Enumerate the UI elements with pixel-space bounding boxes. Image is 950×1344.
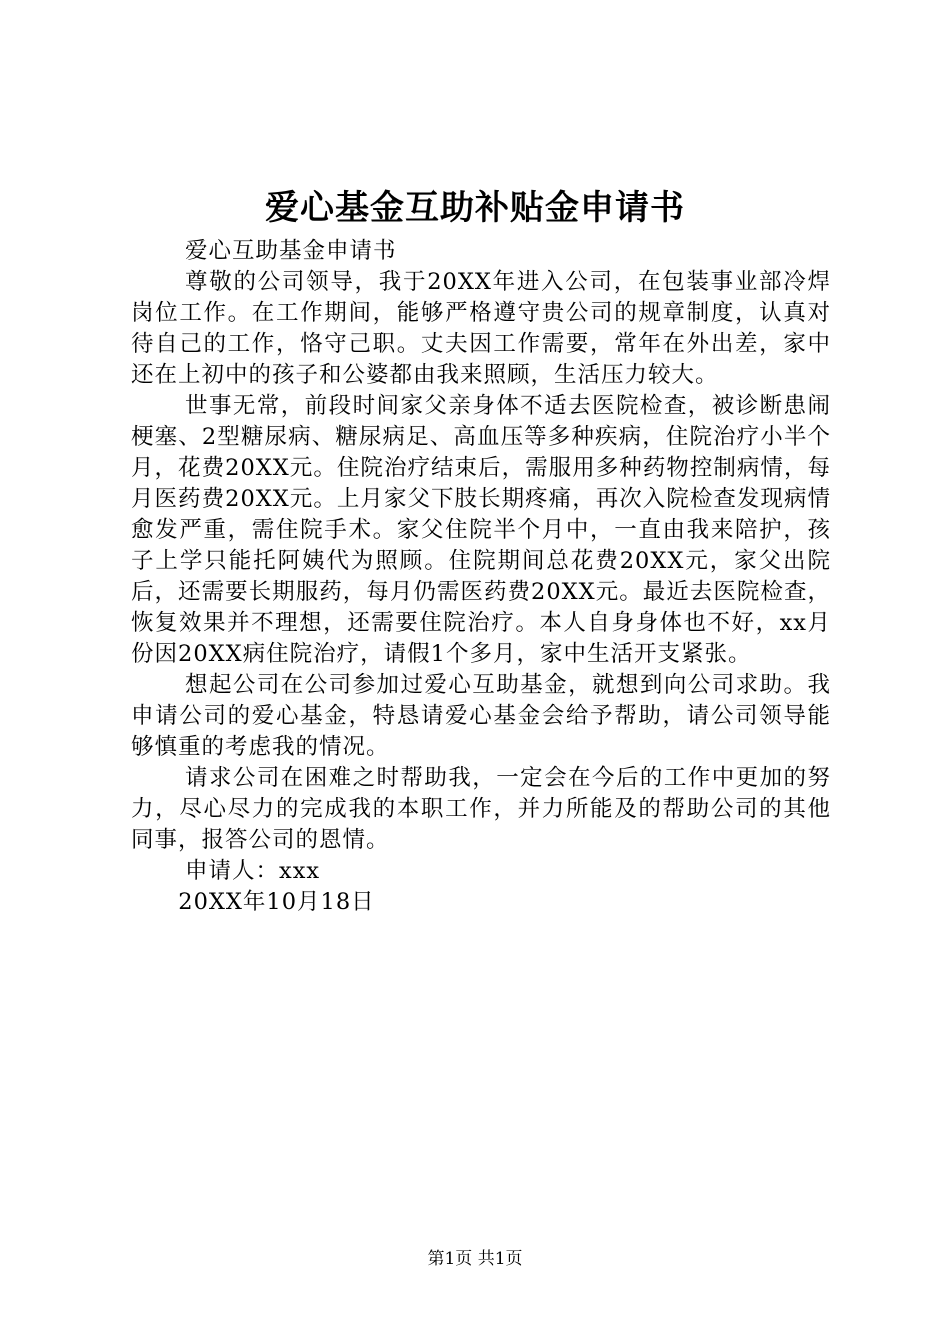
paragraph-request: 想起公司在公司参加过爱心互助基金，就想到向公司求助。我申请公司的爱心基金，特恳请爱心基金会给予帮助，请公司领导能够慎重的考虑我的情况。: [131, 672, 831, 760]
applicant-line: 申请人：xxx: [185, 858, 321, 884]
subtitle-line: 爱心互助基金申请书: [185, 238, 397, 264]
paragraph-intro: 尊敬的公司领导，我于20XX年进入公司，在包装事业部冷焊岗位工作。在工作期间，能够严格遵守贵公司的规章制度，认真对待自己的工作，恪守己职。丈夫因工作需要，常年在外出差，家中还在上初中的孩子和公婆都由我来照顾，生活压力较大。: [131, 269, 831, 388]
paragraph-commitment: 请求公司在困难之时帮助我，一定会在今后的工作中更加的努力，尽心尽力的完成我的本职工作，并力所能及的帮助公司的其他同事，报答公司的恩情。: [131, 765, 831, 853]
document-body: [131, 236, 831, 918]
page-footer: 第1页 共1页: [427, 1249, 523, 1269]
paragraph-illness: 世事无常，前段时间家父亲身体不适去医院检查，被诊断患闹梗塞、2型糖尿病、糖尿病足、高血压等多种疾病，住院治疗小半个月，花费20XX元。住院治疗结束后，需服用多种药物控制病情，每月医药费20XX元。上月家父下肢长期疼痛，再次入院检查发现病情愈发严重，需住院手术。家父住院半个月中，一直由我来陪护，孩子上学只能托阿姨代为照顾。住院期间总花费20XX元，家父出院后，还需要长期服药，每月仍需医药费20XX元。最近去医院检查，恢复效果并不理想，还需要住院治疗。本人自身身体也不好，xx月份因20XX病住院治疗，请假1个多月，家中生活开支紧张。: [131, 393, 831, 667]
document-title: 爱心基金互助补贴金申请书: [265, 188, 685, 228]
date-line: 20XX年10月18日: [178, 889, 375, 915]
